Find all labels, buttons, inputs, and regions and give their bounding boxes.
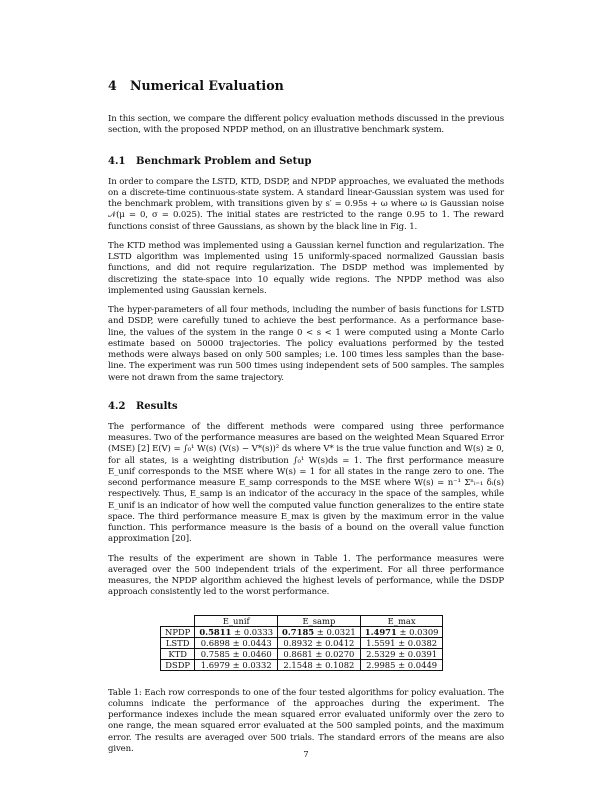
section-title: Numerical Evaluation xyxy=(130,78,284,93)
cell-max: 2.5329 ± 0.0391 xyxy=(360,648,443,659)
row-method: NPDP xyxy=(161,626,195,637)
results-paragraph-1: The performance of the different methods were compared using three performance measures. Two of the performance measures are based on the weighted Mean Squared Error (MSE) [2] E(V) = ∫₀¹ W(s) (V(s) − V*(s))² ds where V* is the true value function and W(s) ≥ 0, for all states, is a weighting distribution ∫₀¹ W(s)ds = 1. The first performance measure E_unif corresponds to the MSE where W(s) = 1 for all states in the range zero to one. The second performance measure E_samp corresponds to the MSE where W(s) = n⁻¹ Σⁿᵢ₌₁ δᵢ(s) respectively. Thus, E_samp is an indicator of the accuracy in the space of the samples, while E_unif is an indicator of how well the computed value function generalizes to the entire state space. The third performance measure E_max is given by the maximum error in the value function. This performance measure is the basis of a bound on the overall value function approximation [20]. xyxy=(108,421,504,545)
row-method: DSDP xyxy=(161,659,195,670)
benchmark-paragraph-2: The KTD method was implemented using a Gaussian kernel function and regularization. The LSTD algorithm was implemented using 15 uniformly-spaced normalized Gaussian basis functions, and did not require regularization. The DSDP method was implemented by discretizing the state-space into 10 equally wide regions. The NPDP method was also implemented using Gaussian kernels. xyxy=(108,240,504,296)
cell-max: 1.5591 ± 0.0382 xyxy=(360,637,443,648)
section-heading xyxy=(108,78,504,94)
table-row xyxy=(161,659,443,670)
cell-samp: 0.8932 ± 0.0412 xyxy=(278,637,361,648)
row-method: KTD xyxy=(161,648,195,659)
row-method: LSTD xyxy=(161,637,195,648)
cell-max: 1.4971 ± 0.0309 xyxy=(360,626,443,637)
benchmark-paragraph-3: The hyper-parameters of all four methods, including the number of basis functions for LSTD and DSDP, were carefully tuned to achieve the best performance. As a performance base-line, the values of the system in the range 0 < s < 1 were computed using a Monte Carlo estimate based on 50000 trajectories. The policy evaluations performed by the tested methods were always based on only 500 samples; i.e. 100 times less samples than the base-line. The experiment was run 500 times using independent sets of 500 samples. The samples were not drawn from the same trajectory. xyxy=(108,305,504,383)
subsection-heading-results xyxy=(108,400,504,413)
table-caption: Table 1: Each row corresponds to one of the four tested algorithms for policy evaluation. The columns indicate the performance of the approaches during the experiment. The performance indexes include the mean squared error evaluated uniformly over the zero to one range, the mean squared error evaluated at the 500 sampled points, and the maximum error. The results are averaged over 500 trials. The standard errors of the means are also given. xyxy=(108,687,504,754)
page-number: 7 xyxy=(303,750,309,760)
results-table xyxy=(160,615,443,671)
section-number: 4 xyxy=(108,78,117,93)
subsection-title: Results xyxy=(136,400,178,412)
subsection-number: 4.1 xyxy=(108,155,126,167)
cell-samp: 0.8681 ± 0.0270 xyxy=(278,648,361,659)
cell-samp: 2.1548 ± 0.1082 xyxy=(278,659,361,670)
results-paragraph-2: The results of the experiment are shown in Table 1. The performance measures were averaged over the 500 independent trials of the experiment. For all three performance measures, the NPDP algorithm achieved the highest levels of performance, while the DSDP approach consistently led to the worst performance. xyxy=(108,553,504,598)
table-header-row xyxy=(161,615,443,626)
cell-unif: 0.5811 ± 0.0333 xyxy=(195,626,278,637)
cell-unif: 1.6979 ± 0.0332 xyxy=(195,659,278,670)
cell-unif: 0.7585 ± 0.0460 xyxy=(195,648,278,659)
table-row xyxy=(161,626,443,637)
table-corner xyxy=(161,615,195,626)
cell-max: 2.9985 ± 0.0449 xyxy=(360,659,443,670)
subsection-title: Benchmark Problem and Setup xyxy=(136,155,312,167)
section-intro: In this section, we compare the different policy evaluation methods discussed in the previous section, with the proposed NPDP method, on an illustrative benchmark system. xyxy=(108,114,504,136)
table-row xyxy=(161,648,443,659)
table-row xyxy=(161,637,443,648)
cell-unif: 0.6898 ± 0.0443 xyxy=(195,637,278,648)
column-header-max: E_max xyxy=(360,615,443,626)
benchmark-paragraph-1: In order to compare the LSTD, KTD, DSDP, and NPDP approaches, we evaluated the methods on a discrete-time continuous-state system. A standard linear-Gaussian system was used for the benchmark problem, with transitions given by s′ = 0.95s + ω where ω is Gaussian noise 𝒩(μ = 0, σ = 0.025). The initial states are restricted to the range 0.95 to 1. The reward functions consist of three Gaussians, as shown by the black line in Fig. 1. xyxy=(108,176,504,232)
subsection-heading-benchmark xyxy=(108,155,504,168)
cell-samp: 0.7185 ± 0.0321 xyxy=(278,626,361,637)
column-header-samp: E_samp xyxy=(278,615,361,626)
page-body xyxy=(108,78,504,763)
subsection-number: 4.2 xyxy=(108,400,126,412)
column-header-unif: E_unif xyxy=(195,615,278,626)
